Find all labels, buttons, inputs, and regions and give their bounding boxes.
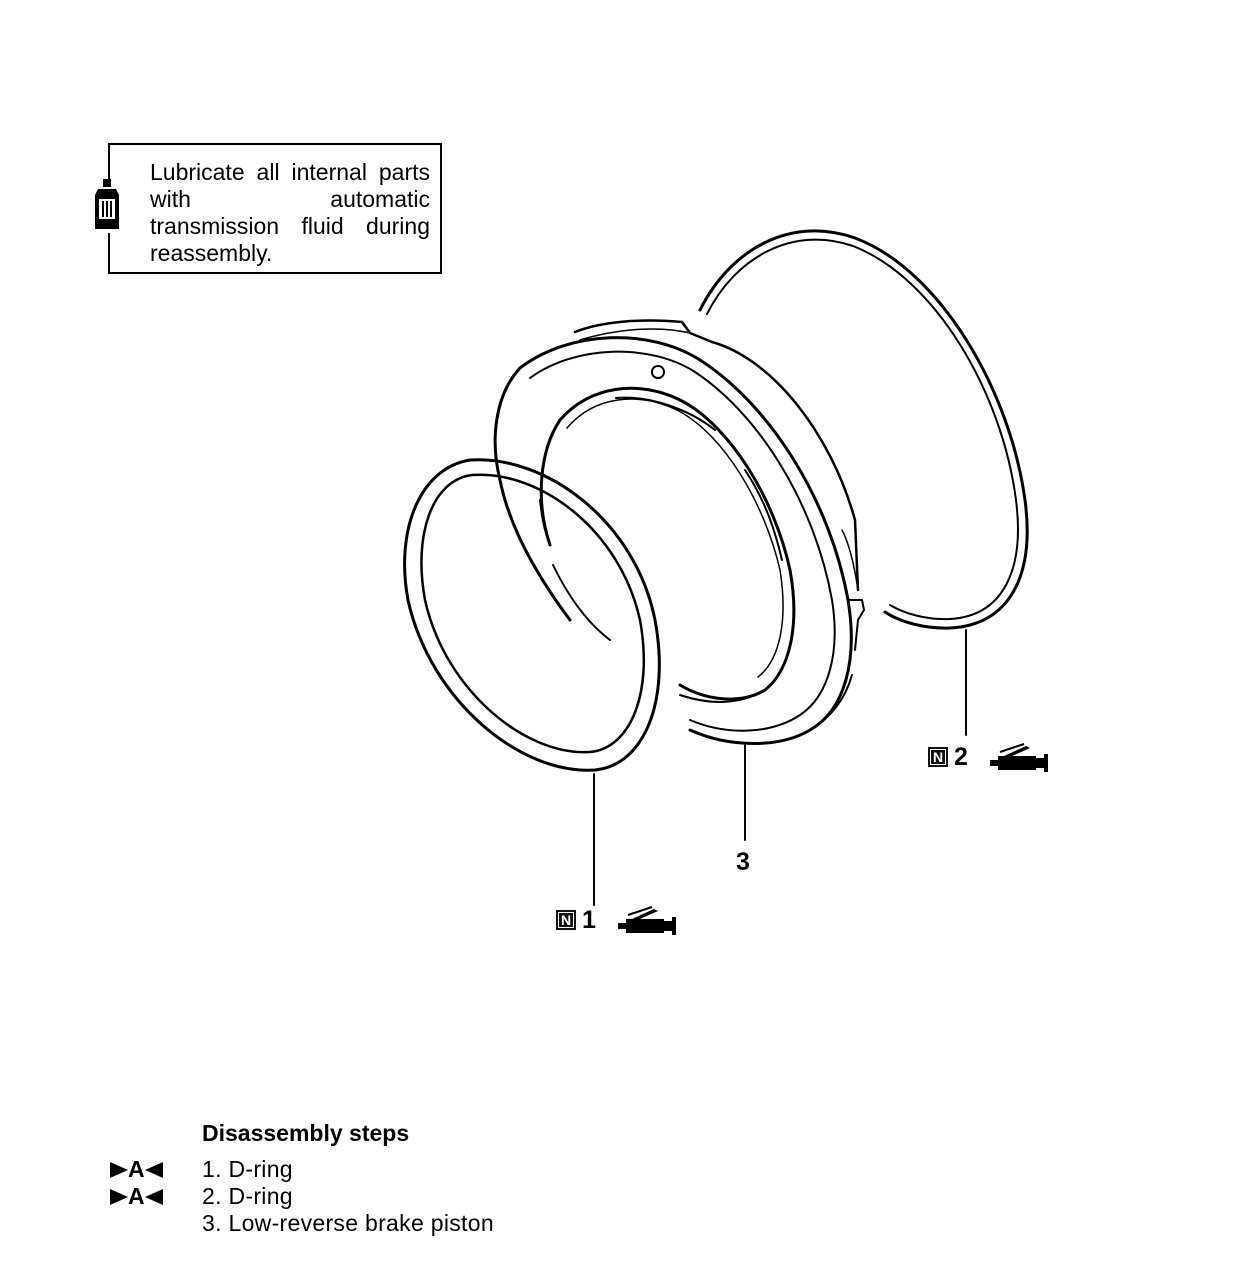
callout-1 — [556, 905, 680, 935]
callout-3 — [736, 847, 750, 877]
oil-bottle-icon — [92, 179, 122, 233]
n-badge: N — [556, 910, 576, 930]
step-text: 2. D-ring — [202, 1183, 293, 1209]
lubrication-note — [108, 143, 442, 274]
callout-number: 3 — [736, 848, 750, 876]
d-ring-1 — [405, 460, 660, 771]
right-arrow-icon — [110, 1188, 128, 1206]
lubrication-note-text: Lubricate all internal parts with automatic transmission fluid during reassembly. — [150, 159, 430, 266]
step-item-1 — [110, 1156, 293, 1183]
step-text: 1. D-ring — [202, 1156, 293, 1182]
grease-gun-icon — [986, 742, 1052, 772]
left-arrow-icon — [145, 1188, 163, 1206]
callout-number: 2 — [954, 743, 968, 771]
service-point-mark: A — [110, 1156, 202, 1183]
low-reverse-brake-piston — [495, 320, 864, 743]
step-item-3 — [110, 1210, 494, 1237]
right-arrow-icon — [110, 1161, 128, 1179]
callout-number: 1 — [582, 906, 596, 934]
callout-2 — [928, 742, 1052, 772]
step-text: 3. Low-reverse brake piston — [202, 1210, 494, 1236]
grease-gun-icon — [614, 905, 680, 935]
d-ring-2 — [700, 231, 1027, 628]
step-item-2 — [110, 1183, 293, 1210]
left-arrow-icon — [145, 1161, 163, 1179]
service-point-mark: A — [110, 1183, 202, 1210]
steps-title: Disassembly steps — [202, 1120, 410, 1146]
n-badge: N — [928, 747, 948, 767]
